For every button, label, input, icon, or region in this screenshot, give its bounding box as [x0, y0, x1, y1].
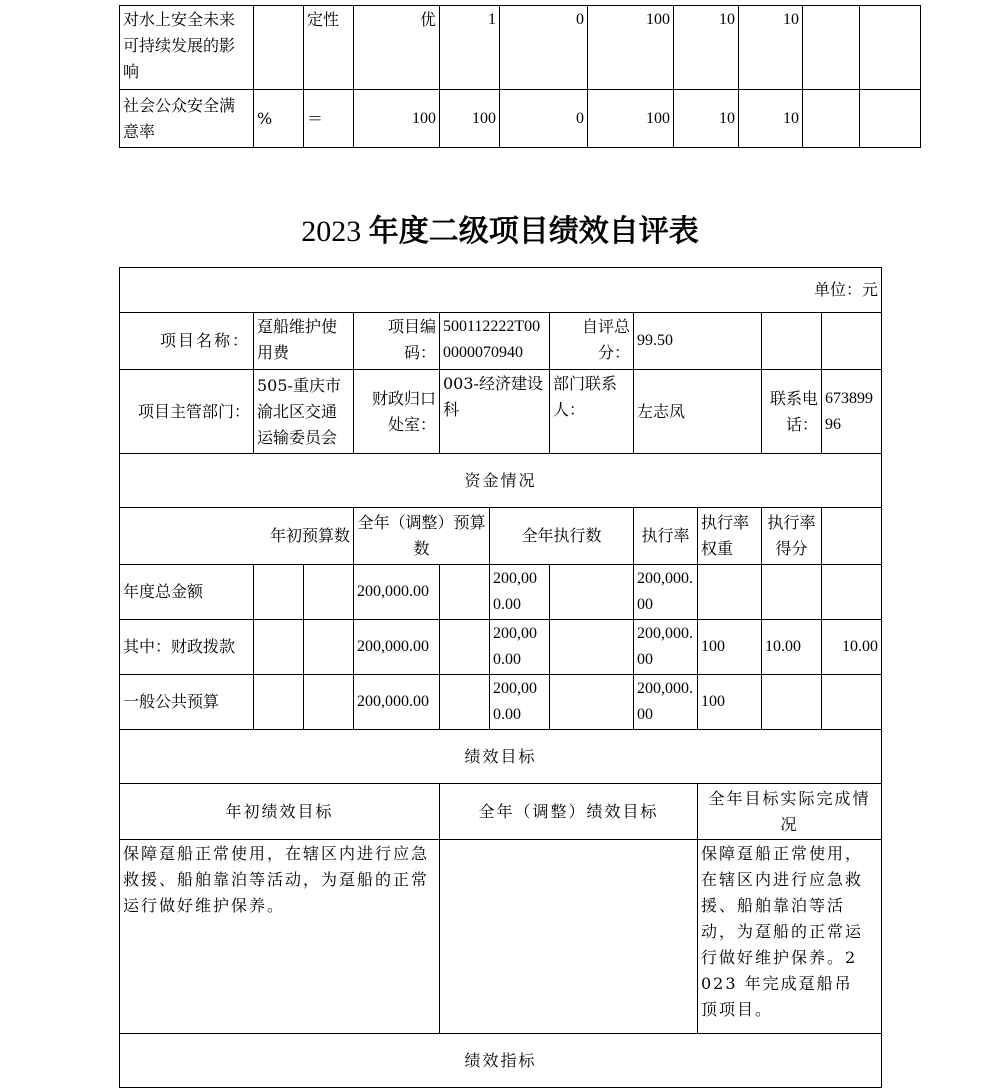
funds-weight: 10.00	[762, 620, 822, 675]
funds-weight	[762, 565, 822, 620]
funds-rate	[698, 565, 762, 620]
unit-label: 单位：元	[120, 268, 882, 313]
indicator-rate: 100	[588, 90, 674, 148]
table-row	[120, 675, 882, 730]
empty-cell	[822, 313, 882, 370]
funds-header-initial: 年初预算数	[120, 508, 354, 565]
self-score: 99.50	[634, 313, 762, 370]
indicator-unit: %	[254, 90, 304, 148]
table-row	[120, 6, 921, 90]
indicator-name: 对水上安全未来可持续发展的影响	[120, 6, 254, 90]
finance-label: 财政归口处室：	[354, 370, 440, 454]
empty-cell	[762, 313, 822, 370]
empty-cell	[550, 620, 634, 675]
indicator-target: 100	[354, 90, 440, 148]
empty-cell	[860, 90, 921, 148]
indicator-actual: 100	[440, 90, 500, 148]
project-code-label: 项目编码：	[354, 313, 440, 370]
table-row	[120, 268, 882, 313]
indicator-rate: 100	[588, 6, 674, 90]
table-row	[120, 1034, 882, 1088]
funds-section-title: 资金情况	[120, 454, 882, 508]
table-row	[120, 840, 882, 1034]
dept-label: 项目主管部门：	[120, 370, 254, 454]
funds-rate: 100	[698, 620, 762, 675]
indicator-deviation: 0	[500, 90, 588, 148]
empty-cell	[304, 675, 354, 730]
indicator-op: ＝	[304, 90, 354, 148]
goals-adjusted	[440, 840, 698, 1034]
goals-header-initial: 年初绩效目标	[120, 784, 440, 840]
empty-cell	[254, 565, 304, 620]
indicator-weight: 10	[674, 90, 739, 148]
funds-rate: 100	[698, 675, 762, 730]
finance-value: 003-经济建设科	[440, 370, 550, 454]
empty-cell	[254, 675, 304, 730]
table-row	[120, 730, 882, 784]
indicator-target: 优	[354, 6, 440, 90]
goals-initial: 保障趸船正常使用，在辖区内进行应急救援、船舶靠泊等活动，为趸船的正常运行做好维护保养。	[120, 840, 440, 1034]
table-row	[120, 620, 882, 675]
funds-row-label: 一般公共预算	[120, 675, 254, 730]
table-row	[120, 454, 882, 508]
project-code: 500112222T000000070940	[440, 313, 550, 370]
empty-cell	[822, 508, 882, 565]
empty-cell	[550, 675, 634, 730]
funds-header-weight: 执行率权重	[698, 508, 762, 565]
indicator-unit	[254, 6, 304, 90]
empty-cell	[860, 6, 921, 90]
indicators-section-title: 绩效指标	[120, 1034, 882, 1088]
empty-cell	[304, 565, 354, 620]
funds-adjusted: 200,000.00	[490, 675, 550, 730]
funds-score	[822, 565, 882, 620]
funds-row-label: 年度总金额	[120, 565, 254, 620]
empty-cell	[440, 565, 490, 620]
funds-header-score: 执行率得分	[762, 508, 822, 565]
funds-score: 10.00	[822, 620, 882, 675]
table-row	[120, 565, 882, 620]
indicator-deviation: 0	[500, 6, 588, 90]
indicator-op: 定性	[304, 6, 354, 90]
score-label: 自评总分：	[550, 313, 634, 370]
page-title: 2023 年度二级项目绩效自评表	[301, 215, 699, 248]
empty-cell	[550, 565, 634, 620]
funds-row-label: 其中：财政拨款	[120, 620, 254, 675]
empty-cell	[304, 620, 354, 675]
funds-adjusted: 200,000.00	[490, 565, 550, 620]
funds-executed: 200,000.00	[634, 565, 698, 620]
funds-initial: 200,000.00	[354, 565, 440, 620]
dept-value: 505-重庆市渝北区交通运输委员会	[254, 370, 354, 454]
funds-adjusted: 200,000.00	[490, 620, 550, 675]
empty-cell	[803, 90, 860, 148]
indicator-actual: 1	[440, 6, 500, 90]
funds-initial: 200,000.00	[354, 620, 440, 675]
empty-cell	[440, 675, 490, 730]
table-row	[120, 90, 921, 148]
project-name-label: 项目名称：	[120, 313, 254, 370]
funds-initial: 200,000.00	[354, 675, 440, 730]
goals-header-actual: 全年目标实际完成情况	[698, 784, 882, 840]
project-name: 趸船维护使用费	[254, 313, 354, 370]
indicator-score: 10	[739, 6, 803, 90]
empty-cell	[254, 620, 304, 675]
table-row	[120, 508, 882, 565]
phone-value: 67389996	[822, 370, 882, 454]
funds-weight	[762, 675, 822, 730]
funds-score	[822, 675, 882, 730]
goals-section-title: 绩效目标	[120, 730, 882, 784]
goals-header-adjusted: 全年（调整）绩效目标	[440, 784, 698, 840]
empty-cell	[440, 620, 490, 675]
table-row	[120, 370, 882, 454]
indicator-weight: 10	[674, 6, 739, 90]
funds-header-adjusted: 全年（调整）预算数	[354, 508, 490, 565]
funds-executed: 200,000.00	[634, 620, 698, 675]
phone-label: 联系电话：	[762, 370, 822, 454]
goals-actual: 保障趸船正常使用，在辖区内进行应急救援、船舶靠泊等活动，为趸船的正常运行做好维护保养。2023 年完成趸船吊顶项目。	[698, 840, 882, 1034]
empty-cell	[803, 6, 860, 90]
indicator-name: 社会公众安全满意率	[120, 90, 254, 148]
contact-value: 左志凤	[634, 370, 762, 454]
prev-indicator-table	[119, 5, 921, 148]
table-row	[120, 784, 882, 840]
contact-label: 部门联系人：	[550, 370, 634, 454]
funds-header-rate: 执行率	[634, 508, 698, 565]
indicator-score: 10	[739, 90, 803, 148]
self-evaluation-table	[119, 267, 882, 1088]
funds-executed: 200,000.00	[634, 675, 698, 730]
table-row	[120, 313, 882, 370]
funds-header-executed: 全年执行数	[490, 508, 634, 565]
